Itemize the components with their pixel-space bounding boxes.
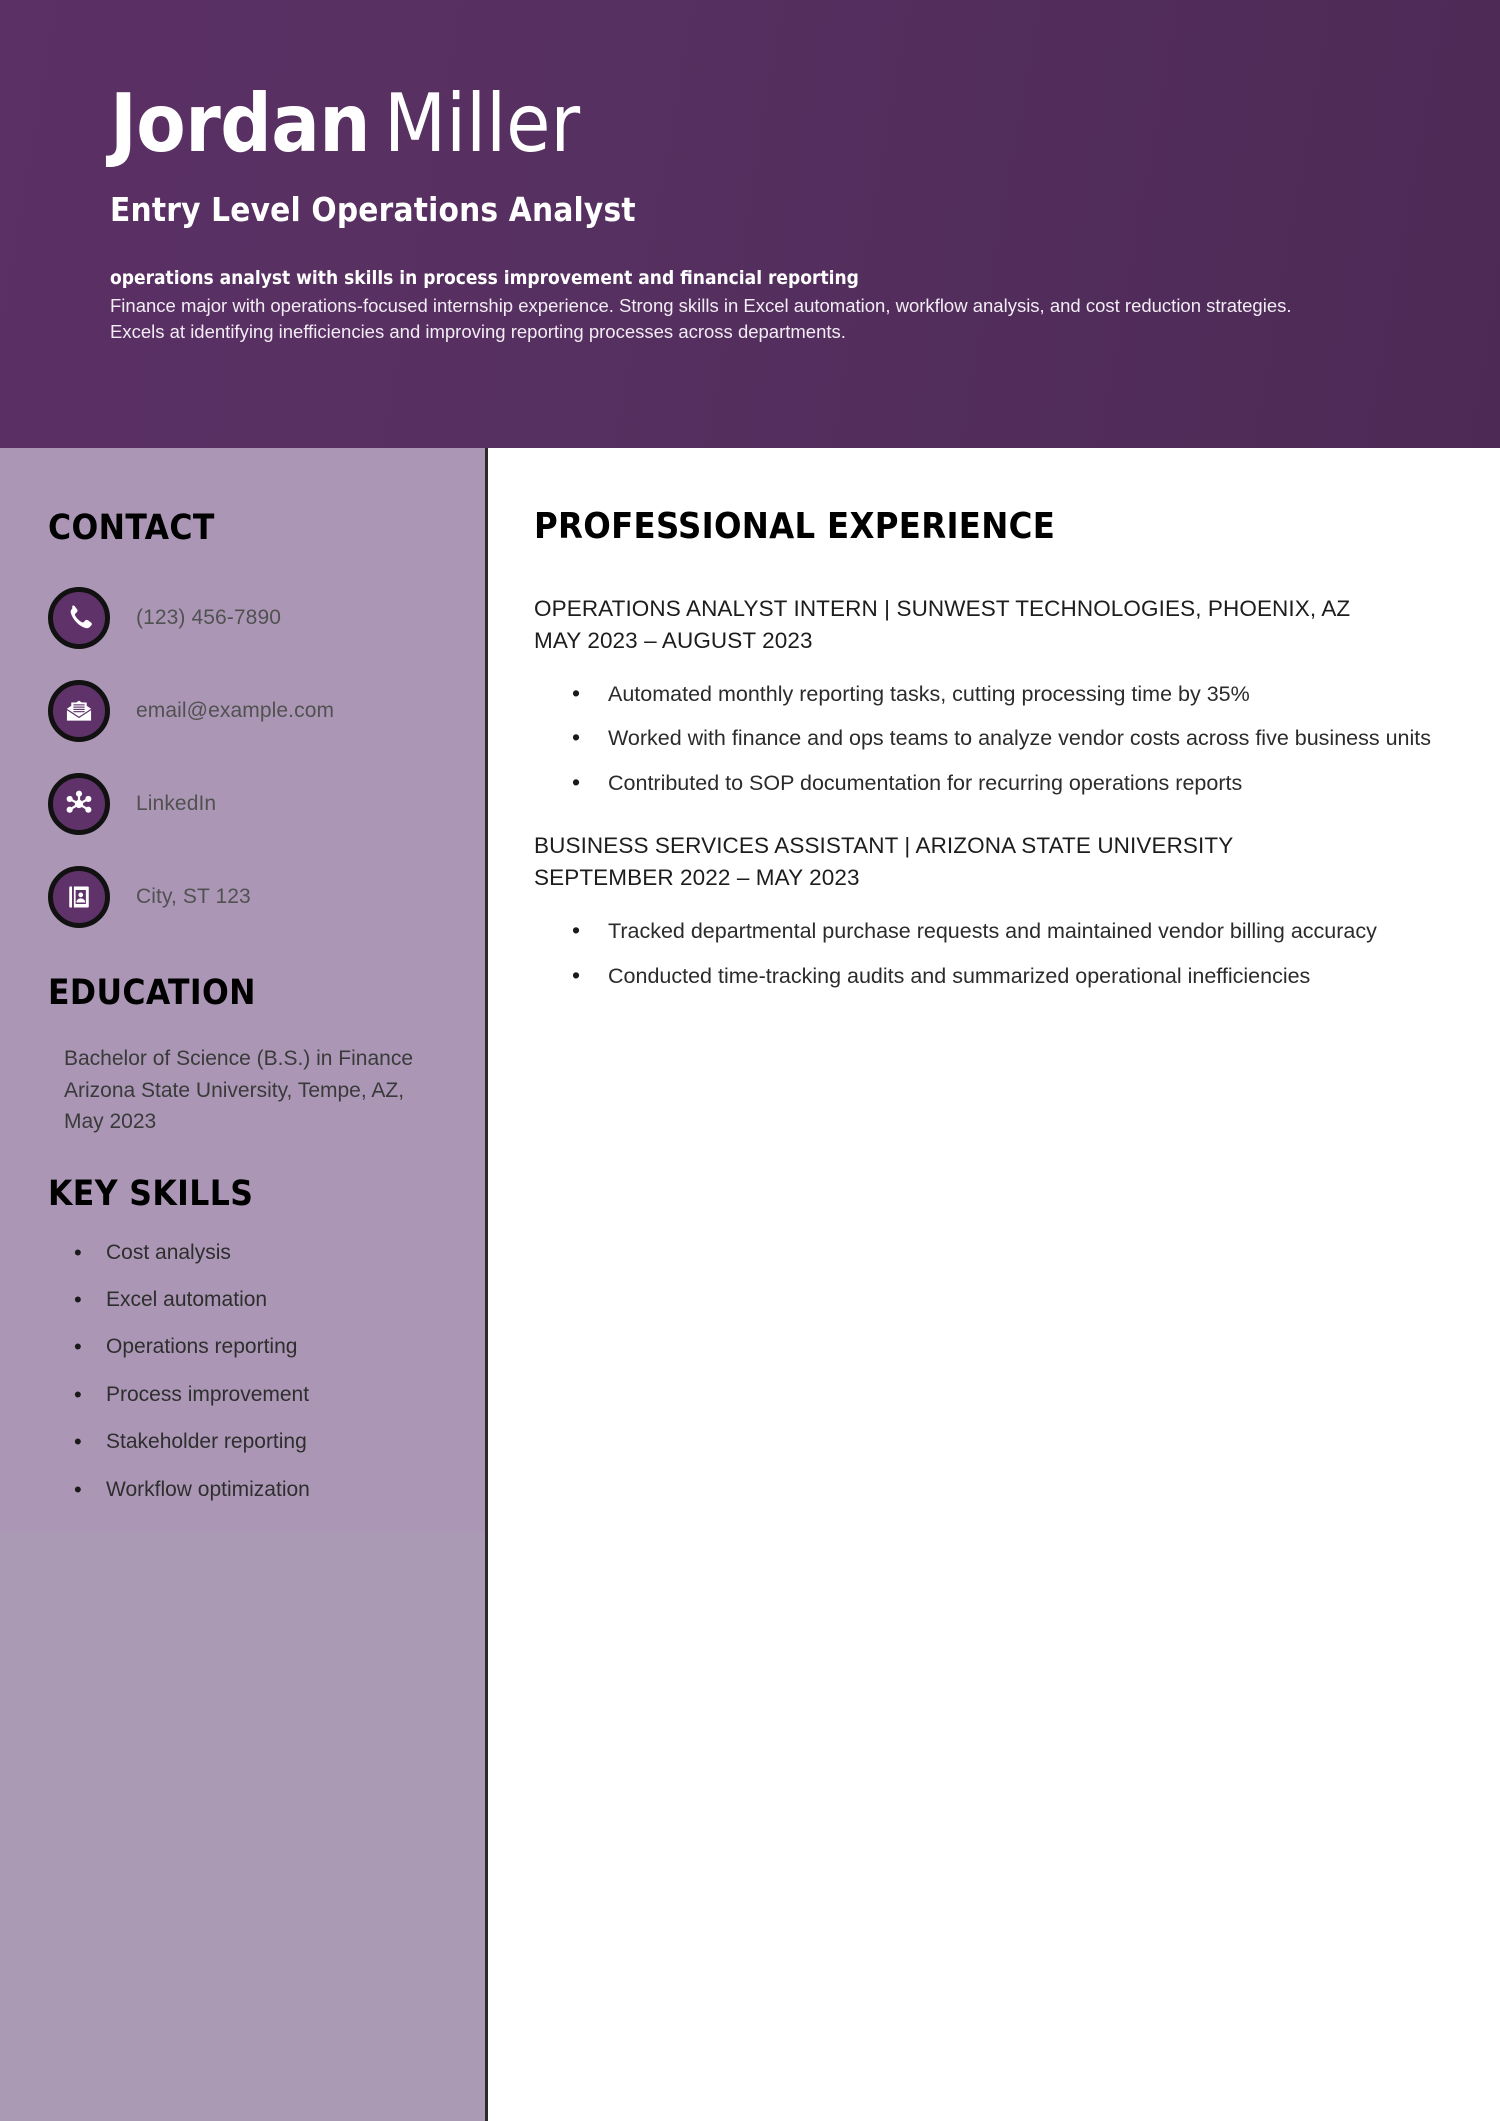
contact-value-email: email@example.com	[136, 699, 335, 722]
summary-body: Finance major with operations-focused internship experience. Strong skills in Excel automation, workflow analysis, and cost reduction strategies. Excels at identifying inefficiencies and improving reporting processes across departments.	[110, 294, 1292, 342]
email-icon	[48, 680, 110, 742]
list-item: • Workflow optimization	[74, 1475, 441, 1505]
first-name: Jordan	[110, 77, 371, 170]
list-item: • Tracked departmental purchase requests and maintained vendor billing accuracy	[572, 916, 1432, 947]
job-dates: MAY 2023 – AUGUST 2023	[534, 627, 813, 653]
sidebar-lower-fill	[0, 1533, 485, 2121]
contact-heading: CONTACT	[48, 508, 215, 548]
full-name	[110, 77, 1390, 170]
location-icon	[48, 866, 110, 928]
skills-list	[48, 1238, 441, 1506]
linkedin-icon	[48, 773, 110, 835]
list-item: • Excel automation	[74, 1285, 441, 1315]
contact-list	[48, 578, 441, 937]
education-school: Arizona State University, Tempe, AZ, May 2023	[64, 1078, 405, 1133]
education-degree: Bachelor of Science (B.S.) in Finance	[64, 1047, 414, 1070]
resume-header	[0, 0, 1500, 448]
list-item: • Conducted time-tracking audits and summarized operational inefficiencies	[572, 961, 1432, 992]
experience-heading: PROFESSIONAL EXPERIENCE	[534, 506, 1056, 547]
header-job-title: Entry Level Operations Analyst	[110, 190, 636, 229]
phone-icon	[48, 587, 110, 649]
list-item: • Process improvement	[74, 1380, 441, 1410]
skills-heading: KEY SKILLS	[48, 1173, 254, 1214]
education-heading: EDUCATION	[48, 973, 256, 1013]
summary-headline: operations analyst with skills in process improvement and financial reporting	[110, 267, 859, 289]
list-item: • Cost analysis	[74, 1238, 441, 1268]
job-bullets	[534, 679, 1440, 799]
contact-item-phone[interactable]	[48, 578, 441, 658]
contact-item-email[interactable]	[48, 671, 441, 751]
list-item: • Contributed to SOP documentation for recurring operations reports	[572, 768, 1432, 799]
list-item: • Worked with finance and ops teams to analyze vendor costs across five business units	[572, 723, 1432, 754]
list-item: • Automated monthly reporting tasks, cutting processing time by 35%	[572, 679, 1432, 710]
contact-value-phone: (123) 456-7890	[136, 606, 282, 629]
sidebar	[0, 448, 485, 2121]
list-item: • Stakeholder reporting	[74, 1427, 441, 1457]
contact-value-linkedin: LinkedIn	[136, 792, 217, 815]
job-bullets	[534, 916, 1440, 991]
resume-body	[0, 448, 1500, 2121]
experience-entry	[534, 830, 1440, 991]
contact-item-location[interactable]	[48, 857, 441, 937]
experience-entry	[534, 593, 1440, 798]
job-title-company: OPERATIONS ANALYST INTERN | SUNWEST TECHNOLOGIES, PHOENIX, AZ	[534, 596, 1351, 621]
last-name: Miller	[384, 77, 581, 170]
job-title-company: BUSINESS SERVICES ASSISTANT | ARIZONA STATE UNIVERSITY	[534, 833, 1234, 859]
list-item: • Operations reporting	[74, 1332, 441, 1362]
contact-item-linkedin[interactable]	[48, 764, 441, 844]
main-content	[488, 448, 1500, 2121]
contact-value-location: City, ST 123	[136, 885, 251, 908]
job-dates: SEPTEMBER 2022 – MAY 2023	[534, 865, 860, 891]
